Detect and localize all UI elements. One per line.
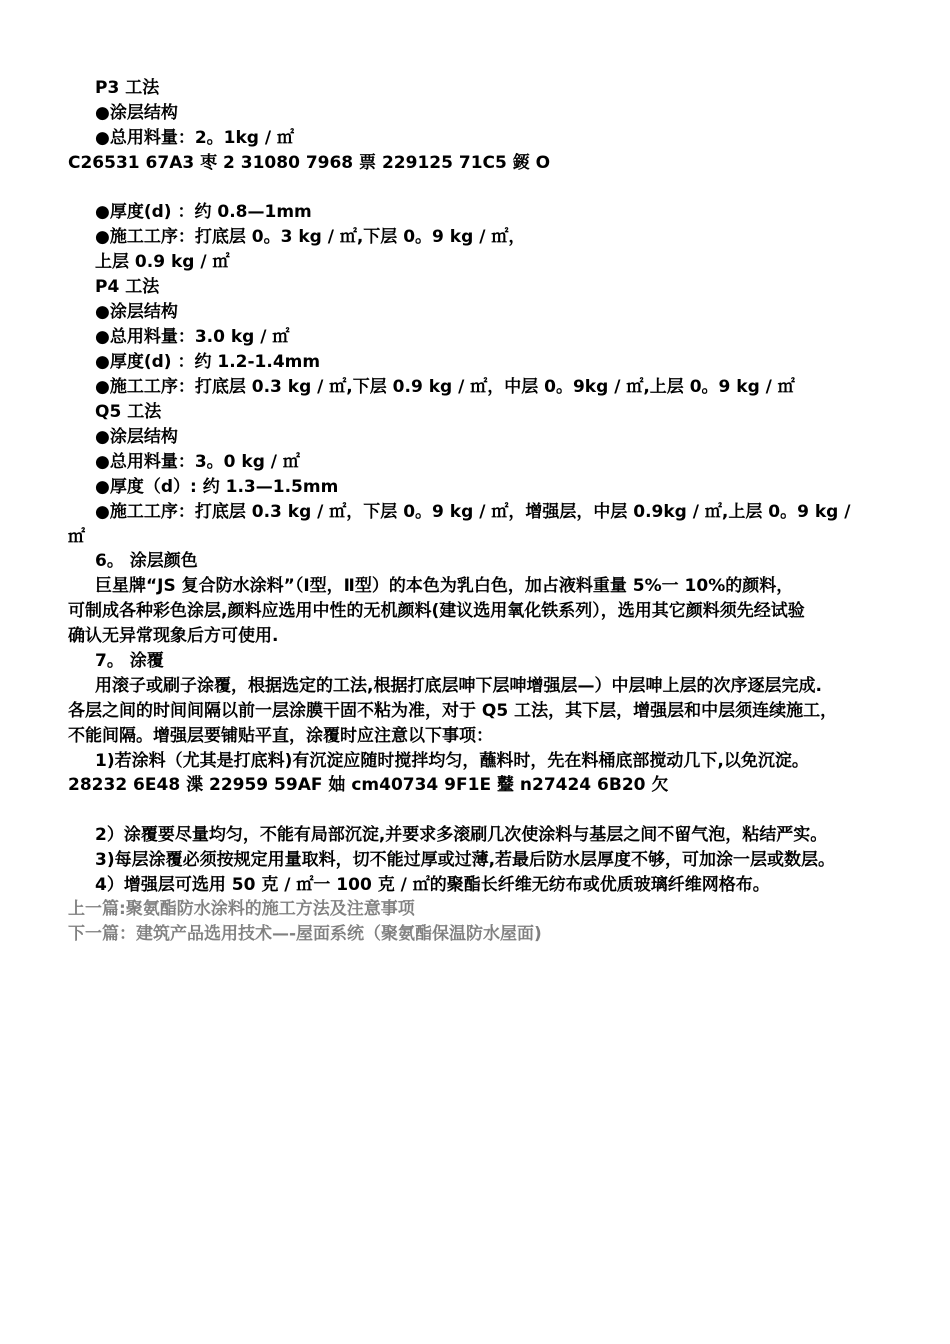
text-line: ●总用料量：3.0 kg / ㎡ [95,327,290,347]
text-line: 上层 0.9 kg / ㎡ [95,252,230,272]
section-heading-q5: Q5 工法 [95,402,162,422]
paragraph-line: 各层之间的时间间隔以前一层涂膜干固不粘为准，对于 Q5 工法，其下层，增强层和中层须连续施工， [68,701,838,721]
section-heading-coating: 7。 涂覆 [95,651,164,671]
section-heading-color: 6。 涂层颜色 [95,551,198,571]
paragraph-line: 确认无异常现象后方可使用. [68,626,279,646]
text-line: ●总用料量：3。0 kg / ㎡ [95,452,300,472]
text-line: ●厚度（d）: 约 1.3—1.5mm [95,477,339,497]
garbled-code-line: C26531 67A3 枣 2 31080 7968 票 229125 71C5 錽 O [68,153,551,173]
text-line: ●施工工序：打底层 0.3 kg / ㎡,下层 0.9 kg / ㎡，中层 0。9kg / ㎡,上层 0。9 kg / ㎡ [95,377,795,397]
paragraph-line: 用滚子或刷子涂覆，根据选定的工法,根据打底层呻下层呻增强层—）中层呻上层的次序逐层完成. [95,676,822,696]
paragraph-line: 可制成各种彩色涂层,颜料应选用中性的无机颜料(建议选用氧化铁系列），选用其它颜料须先经试验 [68,601,805,621]
text-line: ●涂层结构 [95,427,178,447]
text-line: ●施工工序：打底层 0.3 kg / ㎡，下层 0。9 kg / ㎡，增强层，中层 0.9kg / ㎡,上层 0。9 kg / [95,502,851,522]
section-heading-p4: P4 工法 [95,277,160,297]
text-line: ●厚度(d) ：约 1.2-1.4mm [95,352,321,372]
paragraph-line: 4）增强层可选用 50 克 / ㎡一 100 克 / ㎡的聚酯长纤维无纺布或优质玻璃纤维网格布。 [95,875,770,895]
next-article-link[interactable]: 下一篇：建筑产品选用技术—-屋面系统（聚氨酯保温防水屋面) [68,924,542,944]
paragraph-line: 巨星牌“JS 复合防水涂料”（Ⅰ型，Ⅱ型）的本色为乳白色，加占液料重量 5%一 10%的颜料， [95,576,794,596]
text-line: ●厚度(d) ：约 0.8—1mm [95,202,312,222]
text-line: ●涂层结构 [95,302,178,322]
paragraph-line: 3)每层涂覆必须按规定用量取料，切不能过厚或过薄,若最后防水层厚度不够，可加涂一层或数层。 [95,850,836,870]
paragraph-line: 1)若涂料（尤其是打底料)有沉淀应随时搅拌均匀，蘸料时，先在料桶底部搅动几下,以免沉淀。 [95,751,809,771]
paragraph-line: 不能间隔。增强层要铺贴平直，涂覆时应注意以下事项： [68,726,493,746]
text-line: ●总用料量：2。1kg / ㎡ [95,128,295,148]
text-line: ㎡ [68,527,85,547]
section-heading-p3: P3 工法 [95,78,160,98]
paragraph-line: 2）涂覆要尽量均匀，不能有局部沉淀,并要求多滚刷几次使涂料与基层之间不留气泡，粘结严实。 [95,825,828,845]
garbled-code-line: 28232 6E48 渫 22959 59AF 妯 cm40734 9F1E 鼞 n27424 6B20 欠 [68,775,669,795]
text-line: ●涂层结构 [95,103,178,123]
previous-article-link[interactable]: 上一篇:聚氨酯防水涂料的施工方法及注意事项 [68,899,415,919]
text-line: ●施工工序：打底层 0。3 kg / ㎡,下层 0。9 kg / ㎡， [95,227,526,247]
